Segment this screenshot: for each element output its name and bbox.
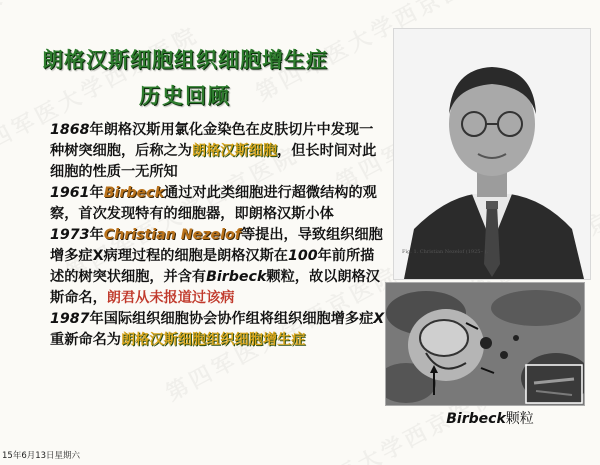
paragraph-1973 <box>26 225 386 309</box>
year-label: 1987 <box>50 311 90 327</box>
portrait-image <box>394 29 590 279</box>
highlight-term: 朗格汉斯细胞 <box>191 143 278 159</box>
paragraph-text: 年前所描述的树突状细胞，并含有 <box>50 248 375 285</box>
paragraph-text: 年国际组织细胞协会协作组将组织细胞增多症 <box>89 311 374 327</box>
portrait-photo <box>393 28 591 280</box>
year-label: 1868 <box>50 122 90 138</box>
micrograph-image <box>385 282 585 406</box>
number-label: 100 <box>287 248 318 264</box>
paragraph-text: ，但长时间对此细胞的性质一无所知 <box>50 143 377 180</box>
emphasis-term: X <box>373 311 385 327</box>
paragraph-1987 <box>26 309 386 351</box>
paragraph-text: 年朗格汉斯用氯化金染色在皮肤切片中发现一种树突细胞，后称之为 <box>50 122 374 159</box>
micrograph-label <box>425 408 555 428</box>
highlight-name: Christian Nezelof <box>103 227 241 243</box>
year-label: 1973 <box>50 227 90 243</box>
paragraph-1961 <box>26 183 386 225</box>
history-text <box>26 120 386 351</box>
paragraph-text: 颗粒，故以朗格汉斯命名， <box>50 269 380 306</box>
paragraph-text: 年 <box>89 185 104 201</box>
slide-subtitle: 历史回顾 <box>139 84 231 108</box>
highlight-term: 朗格汉斯细胞组织细胞增生症 <box>120 332 306 348</box>
paragraph-text: 等提出，导致组织细胞增多症X病理过程的细胞是朗格汉斯在 <box>50 227 383 264</box>
year-label: 1961 <box>50 185 90 201</box>
micrograph-label-text: 颗粒 <box>505 411 534 427</box>
micrograph-svg <box>386 283 584 405</box>
highlight-name: Birbeck <box>103 185 164 201</box>
paragraph-1868 <box>26 120 386 183</box>
paragraph-text: 重新命名为 <box>50 332 121 348</box>
paragraph-text: 年 <box>89 227 104 243</box>
emphasis-term: Birbeck <box>206 269 267 285</box>
paragraph-text: 通过对此类细胞进行超微结构的观察，首次发现特有的细胞器，即朗格汉斯小体 <box>50 185 377 222</box>
footer-date: 15年6月13日星期六 <box>2 451 81 461</box>
slide-title: 朗格汉斯细胞组织细胞增生症 <box>42 48 328 72</box>
portrait-caption: Fig. 1. Christian Nezelof (1925– ). <box>402 249 489 255</box>
red-note: 朗君从未报道过该病 <box>106 290 235 306</box>
micrograph-label-em: Birbeck <box>446 411 506 427</box>
